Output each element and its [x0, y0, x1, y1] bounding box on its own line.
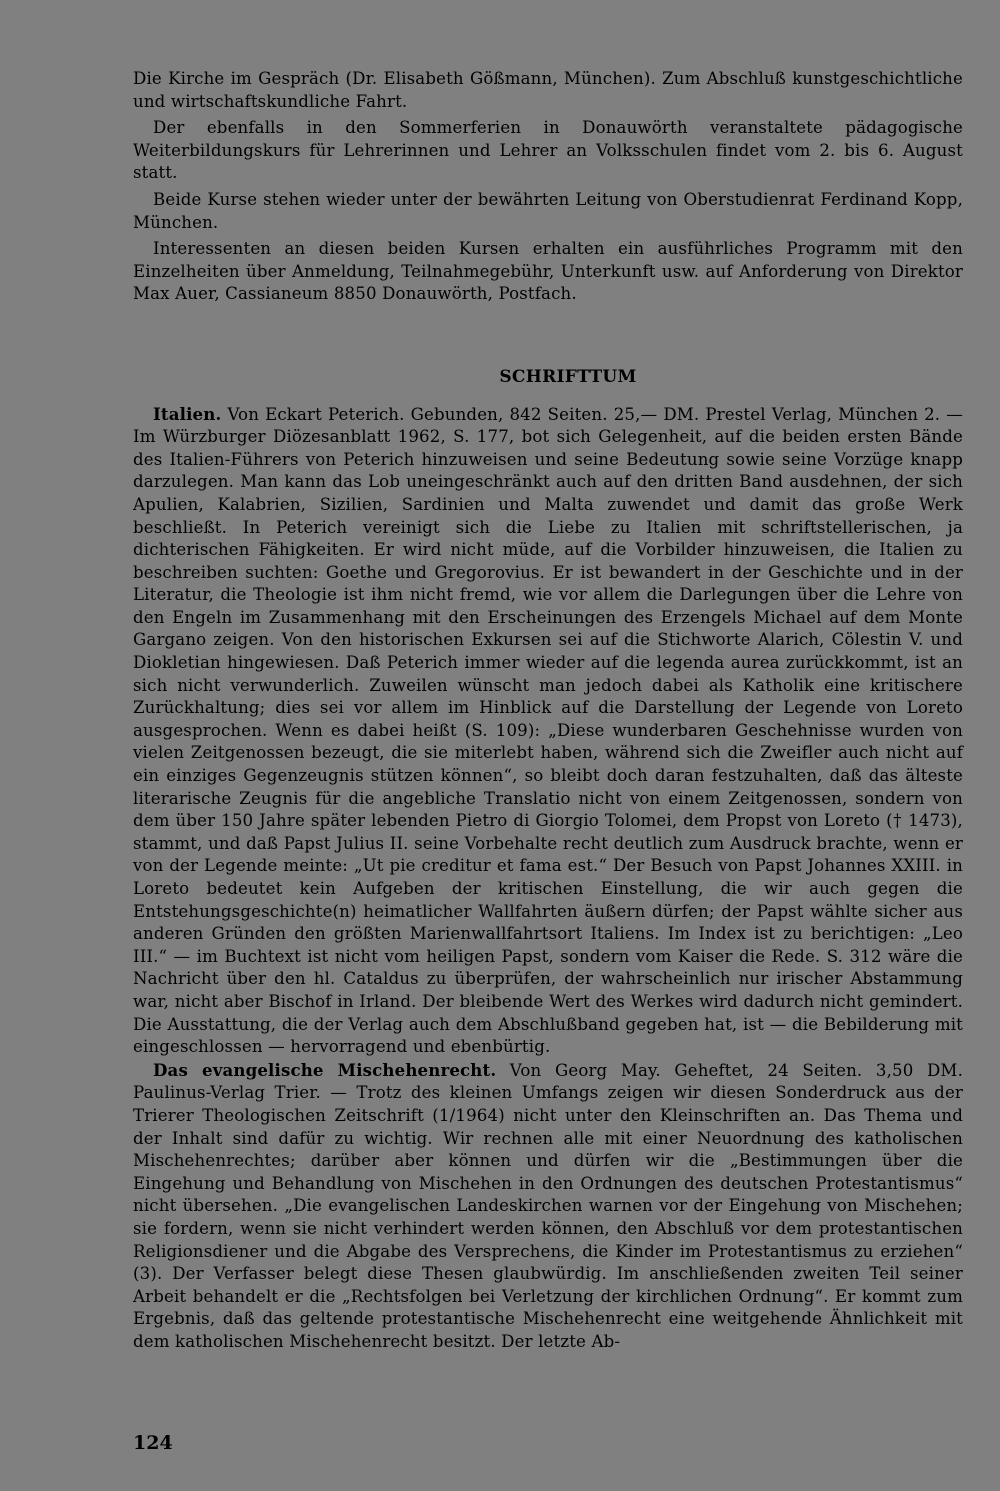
review-italien-text: Von Eckart Peterich. Gebunden, 842 Seiten. 25,— DM. Prestel Verlag, München 2. — Im Würzburger Diözesanblatt 1962, S. 177, bot sich Gelegenheit, auf die beiden ersten Bände des Italien-Führers von Peterich hinzuweisen und seine Bedeutung sowie seine Vorzüge knapp darzulegen. Man kann das Lob uneingeschränkt auch auf den dritten Band ausdehnen, der sich Apulien, Kalabrien, Sizilien, Sardinien und Malta zuwendet und damit das große Werk beschließt. In Peterich vereinigt sich die Liebe zu Italien mit schriftstellerischen, ja dichterischen Fähigkeiten. Er wird nicht müde, auf die Vorbilder hinzuweisen, die Italien zu beschreiben suchten: Goethe und Gregorovius. Er ist bewandert in der Geschichte und in der Literatur, die Theologie ist ihm nicht fremd, wie vor allem die Darlegungen über die Lehre von den Engeln im Zusammenhang mit den Erscheinungen des Erzengels Michael auf dem Monte Gargano zeigen. Von den historischen Exkursen sei auf die Stichworte Alarich, Cölestin V. und Diokletian hingewiesen. Daß Peterich immer wieder auf die legenda aurea zurückkommt, ist an sich nicht verwunderlich. Zuweilen wünscht man jedoch dabei als Katholik eine kritischere Zurückhaltung; dies sei vor allem im Hinblick auf die Darstellung der Legende von Loreto ausgesprochen. Wenn es dabei heißt (S. 109): „Diese wunderbaren Geschehnisse wurden von vielen Zeitgenossen bezeugt, die sie miterlebt haben, während sich die Zweifler auch nicht auf ein einziges Gegenzeugnis stützen können“, so bleibt doch daran festzuhalten, daß das älteste literarische Zeugnis für die angebliche Translatio nicht von einem Zeitgenossen, sondern von dem über 150 Jahre später lebenden Pietro di Giorgio Tolomei, dem Propst von Loreto († 1473), stammt, und daß Papst Julius II. seine Vorbehalte recht deutlich zum Ausdruck brachte, wenn er von der Legende meinte: „Ut pie creditur et fama est.“ Der Besuch von Papst Johannes XXIII. in Loreto bedeutet kein Aufgeben der kritischen Einstellung, die wir auch gegen die Entstehungsgeschichte(n) heimatlicher Wallfahrten äußern dürfen; der Papst wählte sicher aus anderen Gründen den größten Marienwallfahrtsort Italiens. Im Index ist zu berichtigen: „Leo III.“ — im Buchtext ist nicht vom heiligen Papst, sondern vom Kaiser die Rede. S. 312 wäre die Nachricht über den hl. Cataldus zu überprüfen, der wahrscheinlich nur irischer Abstammung war, nicht aber Bischof in Irland. Der bleibende Wert des Werkes wird dadurch nicht gemindert. Die Ausstattung, die der Verlag auch dem Abschlußband gegeben hat, ist — die Bebilderung mit eingeschlossen — hervorragend und ebenbürtig.: [133, 404, 963, 1057]
page-number: 124: [133, 1432, 173, 1454]
section-heading: SCHRIFTTUM: [499, 366, 637, 387]
intro-paragraph-3: Beide Kurse stehen wieder unter der bewährten Leitung von Oberstudienrat Ferdinand Kopp, München.: [133, 189, 963, 232]
intro-paragraph-4: Interessenten an diesen beiden Kursen erhalten ein ausführliches Programm mit den Einzelheiten über Anmeldung, Teilnahmegebühr, Unterkunft usw. auf Anforderung von Direktor Max Auer, Cassianeum 8850 Donauwörth, Postfach.: [133, 239, 963, 304]
review-italien-title: Italien.: [153, 403, 222, 424]
review-mischehenrecht-title: Das evangelische Mischehenrecht.: [153, 1059, 497, 1080]
intro-paragraph-2: Der ebenfalls in den Sommerferien in Donauwörth veranstaltete pädagogische Weiterbildungskurs für Lehrerinnen und Lehrer an Volksschulen findet vom 2. bis 6. August statt.: [133, 118, 963, 183]
review-mischehenrecht: [133, 1059, 963, 1354]
review-mischehenrecht-text: Von Georg May. Geheftet, 24 Seiten. 3,50 DM. Paulinus-Verlag Trier. — Trotz des kleinen Umfangs zeigen wir diesen Sonderdruck aus der Trierer Theologischen Zeitschrift (1/1964) nicht unter den Kleinschriften an. Das Thema und der Inhalt sind dafür zu wichtig. Wir rechnen alle mit einer Neuordnung des katholischen Mischehenrechtes; darüber aber können und dürfen wir die „Bestimmungen über die Eingehung und Behandlung von Mischehen in den Ordnungen des deutschen Protestantismus“ nicht übersehen. „Die evangelischen Landeskirchen warnen vor der Eingehung von Mischehen; sie fordern, wenn sie nicht verhindert werden können, den Abschluß vor dem protestantischen Religionsdiener und die Abgabe des Versprechens, die Kinder im Protestantismus zu erziehen“ (3). Der Verfasser belegt diese Thesen glaubwürdig. Im anschließenden zweiten Teil seiner Arbeit behandelt er die „Rechtsfolgen bei Verletzung der kirchlichen Ordnung“. Er kommt zum Ergebnis, daß das geltende protestantische Mischehenrecht eine weitgehende Ähnlichkeit mit dem katholischen Mischehenrecht besitzt. Der letzte Ab-: [133, 1060, 963, 1351]
intro-paragraph-1: Die Kirche im Gespräch (Dr. Elisabeth Gößmann, München). Zum Abschluß kunstgeschichtliche und wirtschaftskundliche Fahrt.: [133, 69, 963, 111]
page-body: [133, 68, 963, 1353]
review-italien: [133, 403, 963, 1059]
